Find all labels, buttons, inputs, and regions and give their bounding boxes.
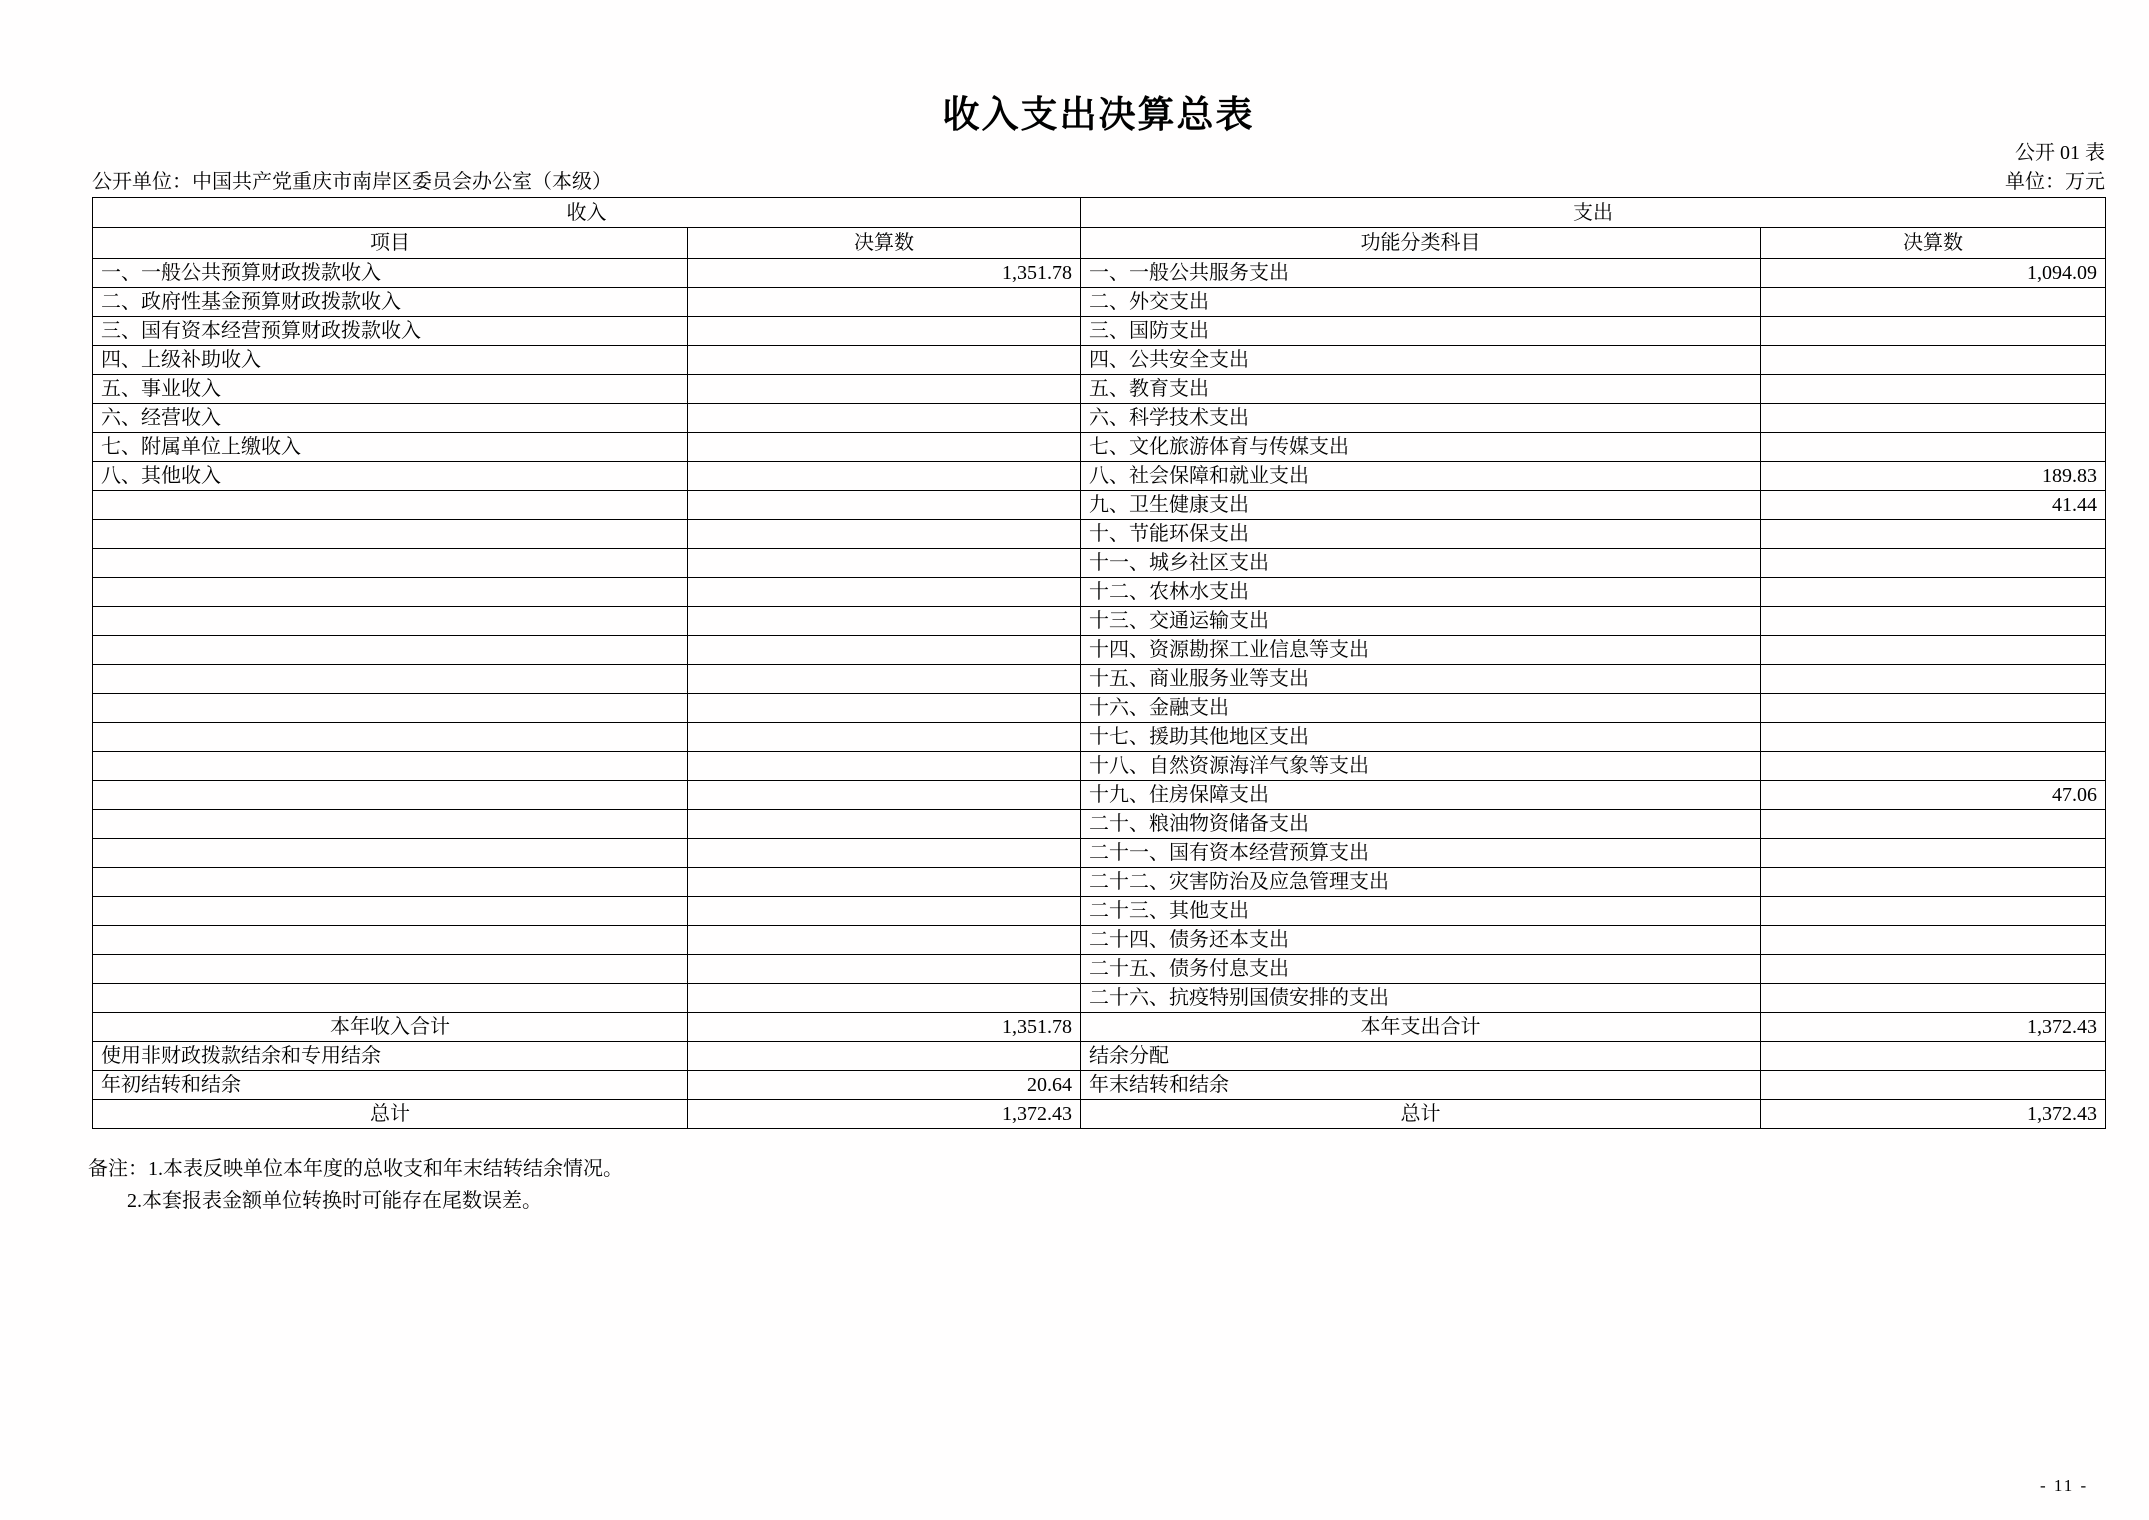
income-item-cell: 四、上级补助收入	[93, 346, 688, 375]
income-item-cell: 本年收入合计	[93, 1013, 688, 1042]
column-header-row	[93, 228, 2106, 259]
income-item-cell: 年初结转和结余	[93, 1071, 688, 1100]
income-item-cell	[93, 868, 688, 897]
org-label: 公开单位：中国共产党重庆市南岸区委员会办公室（本级）	[92, 171, 612, 193]
expense-value-cell: 47.06	[1761, 781, 2106, 810]
expense-item-cell: 一、一般公共服务支出	[1081, 259, 1761, 288]
income-value-cell	[688, 781, 1081, 810]
table-row	[93, 549, 2106, 578]
expense-item-cell: 十三、交通运输支出	[1081, 607, 1761, 636]
table-row	[93, 984, 2106, 1013]
table-row	[93, 781, 2106, 810]
table-row	[93, 839, 2106, 868]
income-value-cell	[688, 984, 1081, 1013]
expense-value-col-header: 决算数	[1761, 228, 2106, 259]
table-row	[93, 346, 2106, 375]
expense-value-cell	[1761, 346, 2106, 375]
expense-item-cell: 二十二、灾害防治及应急管理支出	[1081, 868, 1761, 897]
income-value-cell	[688, 404, 1081, 433]
income-item-cell	[93, 810, 688, 839]
income-item-cell: 使用非财政拨款结余和专用结余	[93, 1042, 688, 1071]
page-title: 收入支出决算总表	[942, 95, 1255, 136]
expense-value-cell	[1761, 926, 2106, 955]
table-row	[93, 926, 2106, 955]
income-item-cell	[93, 665, 688, 694]
expense-section-header: 支出	[1081, 198, 2106, 228]
table-row	[93, 259, 2106, 288]
expense-value-cell: 1,372.43	[1761, 1100, 2106, 1129]
income-item-cell	[93, 578, 688, 607]
income-value-cell: 20.64	[688, 1071, 1081, 1100]
expense-item-cell: 十七、援助其他地区支出	[1081, 723, 1761, 752]
table-row	[93, 955, 2106, 984]
table-row	[93, 520, 2106, 549]
income-value-cell: 1,372.43	[688, 1100, 1081, 1129]
table-row	[93, 433, 2106, 462]
note-line-1: 备注：1.本表反映单位本年度的总收支和年末结转结余情况。	[88, 1158, 623, 1180]
expense-value-cell: 1,372.43	[1761, 1013, 2106, 1042]
income-item-cell	[93, 752, 688, 781]
expense-value-cell	[1761, 288, 2106, 317]
table-row	[93, 404, 2106, 433]
expense-value-cell	[1761, 636, 2106, 665]
income-value-cell	[688, 694, 1081, 723]
expense-item-cell: 二十一、国有资本经营预算支出	[1081, 839, 1761, 868]
income-value-cell	[688, 665, 1081, 694]
expense-value-cell	[1761, 549, 2106, 578]
expense-item-cell: 八、社会保障和就业支出	[1081, 462, 1761, 491]
expense-item-cell: 二十、粮油物资储备支出	[1081, 810, 1761, 839]
expense-item-cell: 五、教育支出	[1081, 375, 1761, 404]
income-value-cell	[688, 839, 1081, 868]
expense-item-cell: 十二、农林水支出	[1081, 578, 1761, 607]
expense-item-cell: 十八、自然资源海洋气象等支出	[1081, 752, 1761, 781]
income-value-cell	[688, 433, 1081, 462]
income-item-cell	[93, 781, 688, 810]
income-value-cell: 1,351.78	[688, 1013, 1081, 1042]
table-row	[93, 375, 2106, 404]
income-value-cell	[688, 926, 1081, 955]
expense-item-col-header: 功能分类科目	[1081, 228, 1761, 259]
income-value-cell	[688, 375, 1081, 404]
expense-value-cell	[1761, 839, 2106, 868]
income-item-cell: 三、国有资本经营预算财政拨款收入	[93, 317, 688, 346]
income-item-cell: 一、一般公共预算财政拨款收入	[93, 259, 688, 288]
table-footer-row	[93, 1042, 2106, 1071]
note-line-2: 2.本套报表金额单位转换时可能存在尾数误差。	[127, 1190, 542, 1212]
expense-item-cell: 结余分配	[1081, 1042, 1761, 1071]
income-item-cell	[93, 491, 688, 520]
table-row	[93, 897, 2106, 926]
table-row	[93, 462, 2106, 491]
table-row	[93, 491, 2106, 520]
expense-value-cell: 1,094.09	[1761, 259, 2106, 288]
expense-item-cell: 十六、金融支出	[1081, 694, 1761, 723]
income-item-cell: 六、经营收入	[93, 404, 688, 433]
expense-value-cell	[1761, 375, 2106, 404]
expense-item-cell: 二十三、其他支出	[1081, 897, 1761, 926]
expense-item-cell: 二、外交支出	[1081, 288, 1761, 317]
income-item-cell: 七、附属单位上缴收入	[93, 433, 688, 462]
income-value-cell	[688, 868, 1081, 897]
table-row	[93, 694, 2106, 723]
income-value-cell	[688, 810, 1081, 839]
income-item-cell	[93, 694, 688, 723]
income-value-cell	[688, 317, 1081, 346]
expense-item-cell: 二十六、抗疫特别国债安排的支出	[1081, 984, 1761, 1013]
expense-value-cell: 41.44	[1761, 491, 2106, 520]
expense-value-cell	[1761, 752, 2106, 781]
section-header-row	[93, 198, 2106, 228]
table-row	[93, 288, 2106, 317]
expense-value-cell	[1761, 723, 2106, 752]
income-item-cell	[93, 955, 688, 984]
expense-value-cell	[1761, 868, 2106, 897]
income-item-cell: 八、其他收入	[93, 462, 688, 491]
expense-item-cell: 十、节能环保支出	[1081, 520, 1761, 549]
income-value-cell	[688, 549, 1081, 578]
expense-item-cell: 本年支出合计	[1081, 1013, 1761, 1042]
income-value-cell	[688, 346, 1081, 375]
table-footer-row	[93, 1100, 2106, 1129]
expense-item-cell: 七、文化旅游体育与传媒支出	[1081, 433, 1761, 462]
income-item-cell	[93, 520, 688, 549]
income-value-cell	[688, 491, 1081, 520]
income-item-cell	[93, 549, 688, 578]
expense-value-cell	[1761, 984, 2106, 1013]
expense-item-cell: 四、公共安全支出	[1081, 346, 1761, 375]
table-row	[93, 636, 2106, 665]
expense-value-cell	[1761, 810, 2106, 839]
income-item-cell	[93, 897, 688, 926]
budget-summary-table	[92, 197, 2106, 1129]
expense-item-cell: 六、科学技术支出	[1081, 404, 1761, 433]
expense-item-cell: 总计	[1081, 1100, 1761, 1129]
expense-item-cell: 十五、商业服务业等支出	[1081, 665, 1761, 694]
expense-value-cell	[1761, 404, 2106, 433]
expense-value-cell	[1761, 607, 2106, 636]
expense-value-cell	[1761, 665, 2106, 694]
income-item-cell: 总计	[93, 1100, 688, 1129]
table-footer-row	[93, 1013, 2106, 1042]
page-number: - 11 -	[2040, 1476, 2089, 1495]
table-row	[93, 752, 2106, 781]
table-row	[93, 317, 2106, 346]
expense-item-cell: 十四、资源勘探工业信息等支出	[1081, 636, 1761, 665]
expense-value-cell	[1761, 520, 2106, 549]
income-value-cell	[688, 1042, 1081, 1071]
expense-item-cell: 十九、住房保障支出	[1081, 781, 1761, 810]
expense-value-cell	[1761, 433, 2106, 462]
income-section-header: 收入	[93, 198, 1081, 228]
income-item-cell: 二、政府性基金预算财政拨款收入	[93, 288, 688, 317]
expense-item-cell: 年末结转和结余	[1081, 1071, 1761, 1100]
income-value-cell: 1,351.78	[688, 259, 1081, 288]
expense-item-cell: 十一、城乡社区支出	[1081, 549, 1761, 578]
table-row	[93, 578, 2106, 607]
income-value-cell	[688, 752, 1081, 781]
expense-item-cell: 九、卫生健康支出	[1081, 491, 1761, 520]
expense-value-cell	[1761, 578, 2106, 607]
table-row	[93, 607, 2106, 636]
income-item-cell	[93, 926, 688, 955]
table-row	[93, 810, 2106, 839]
unit-label: 单位：万元	[2005, 171, 2105, 193]
income-value-cell	[688, 607, 1081, 636]
table-row	[93, 868, 2106, 897]
income-value-cell	[688, 636, 1081, 665]
income-value-cell	[688, 955, 1081, 984]
table-row	[93, 665, 2106, 694]
income-item-cell	[93, 636, 688, 665]
table-footer-row	[93, 1071, 2106, 1100]
income-value-cell	[688, 520, 1081, 549]
expense-value-cell	[1761, 1071, 2106, 1100]
income-value-cell	[688, 723, 1081, 752]
table-row	[93, 723, 2106, 752]
expense-item-cell: 二十五、债务付息支出	[1081, 955, 1761, 984]
income-value-cell	[688, 897, 1081, 926]
income-value-cell	[688, 462, 1081, 491]
expense-item-cell: 三、国防支出	[1081, 317, 1761, 346]
expense-item-cell: 二十四、债务还本支出	[1081, 926, 1761, 955]
income-value-cell	[688, 288, 1081, 317]
table-code-label: 公开 01 表	[2015, 142, 2105, 164]
expense-value-cell	[1761, 897, 2106, 926]
expense-value-cell	[1761, 317, 2106, 346]
income-value-col-header: 决算数	[688, 228, 1081, 259]
expense-value-cell	[1761, 955, 2106, 984]
expense-value-cell: 189.83	[1761, 462, 2106, 491]
income-value-cell	[688, 578, 1081, 607]
income-item-col-header: 项目	[93, 228, 688, 259]
income-item-cell	[93, 723, 688, 752]
income-item-cell: 五、事业收入	[93, 375, 688, 404]
expense-value-cell	[1761, 694, 2106, 723]
income-item-cell	[93, 607, 688, 636]
income-item-cell	[93, 839, 688, 868]
expense-value-cell	[1761, 1042, 2106, 1071]
income-item-cell	[93, 984, 688, 1013]
table-body	[93, 198, 2106, 1129]
